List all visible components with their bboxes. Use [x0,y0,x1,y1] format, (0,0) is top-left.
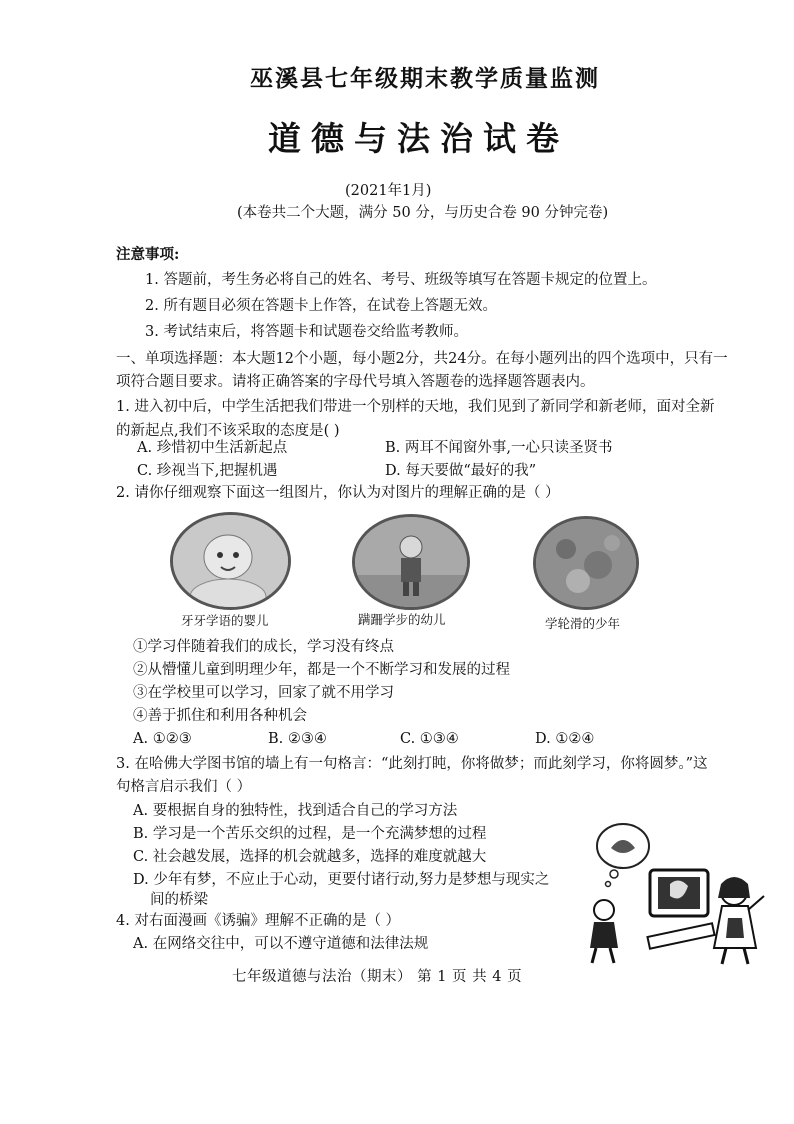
notice-item-2: 2. 所有题目必须在答题卡上作答，在试卷上答题无效。 [145,298,497,314]
caption-toddler: 蹒跚学步的幼儿 [358,612,446,627]
q3-stem-line1: 3. 在哈佛大学图书馆的墙上有一句格言：“此刻打盹，你将做梦；而此刻学习，你将圆梦。”这 [116,756,708,772]
notice-item-1: 1. 答题前，考生务必将自己的姓名、考号、班级等填写在答题卡规定的位置上。 [145,272,657,288]
q3-option-d-line2: 间的桥梁 [150,892,208,908]
q1-stem-line2: 的新起点,我们不该采取的态度是( ) [116,423,340,439]
q1-stem-line1: 1. 进入初中后，中学生活把我们带进一个别样的天地，我们见到了新同学和新老师，面对全新 [116,399,715,415]
q4-stem: 4. 对右面漫画《诱骗》理解不正确的是（ ） [116,913,401,929]
q4-option-a: A. 在网络交往中，可以不遵守道德和法律法规 [133,936,429,952]
baby-illustration [173,515,288,607]
skater-illustration [536,519,636,607]
q3-option-d-line1: D. 少年有梦，不应止于心动，更要付诸行动,努力是梦想与现实之 [133,872,550,888]
q3-option-a: A. 要根据自身的独特性，找到适合自己的学习方法 [133,803,458,819]
toddler-photo [352,514,470,610]
q1-option-b: B. 两耳不闻窗外事,一心只读圣贤书 [385,440,613,456]
q2-statement-2: ②从懵懂儿童到明理少年，都是一个不断学习和发展的过程 [133,662,510,678]
q1-option-d: D. 每天要做“最好的我” [385,463,537,479]
exam-info: (本卷共二个大题，满分 50 分，与历史合卷 90 分钟完卷) [237,205,609,221]
lure-cartoon [578,818,768,968]
exam-title: 道德与法治试卷 [268,119,569,158]
section1-instructions-line1: 一、单项选择题：本大题12个小题，每小题2分，共24分。在每小题列出的四个选项中，只有一 [116,351,728,367]
q3-stem-line2: 句格言启示我们（ ） [116,779,252,795]
skater-photo [533,516,639,610]
q2-option-d: D. ①②④ [535,731,595,747]
q1-option-a: A. 珍惜初中生活新起点 [137,440,288,456]
notice-item-3: 3. 考试结束后，将答题卡和试题卷交给监考教师。 [145,324,468,340]
baby-photo [170,512,291,610]
q2-statement-3: ③在学校里可以学习，回家了就不用学习 [133,685,394,701]
q2-stem: 2. 请你仔细观察下面这一组图片，你认为对图片的理解正确的是（ ） [116,485,560,501]
exam-subtitle: 巫溪县七年级期末教学质量监测 [250,65,600,92]
page-footer: 七年级道德与法治（期末） 第 1 页 共 4 页 [232,969,523,985]
notice-heading: 注意事项: [116,246,180,263]
q1-option-c: C. 珍视当下,把握机遇 [137,463,278,479]
exam-date: (2021年1月) [345,183,432,199]
q2-statement-4: ④善于抓住和利用各种机会 [133,708,307,724]
q2-option-a: A. ①②③ [133,731,192,747]
caption-skater: 学轮滑的少年 [545,616,621,631]
q2-option-b: B. ②③④ [268,731,327,747]
q3-option-b: B. 学习是一个苦乐交织的过程，是一个充满梦想的过程 [133,826,487,842]
q2-option-c: C. ①③④ [400,731,459,747]
caption-baby: 牙牙学语的婴儿 [181,613,269,628]
toddler-illustration [355,517,467,607]
q3-option-c: C. 社会越发展，选择的机会就越多，选择的难度就越大 [133,849,487,865]
q2-statement-1: ①学习伴随着我们的成长，学习没有终点 [133,639,394,655]
section1-instructions-line2: 项符合题目要求。请将正确答案的字母代号填入答题卷的选择题答题表内。 [116,374,595,390]
